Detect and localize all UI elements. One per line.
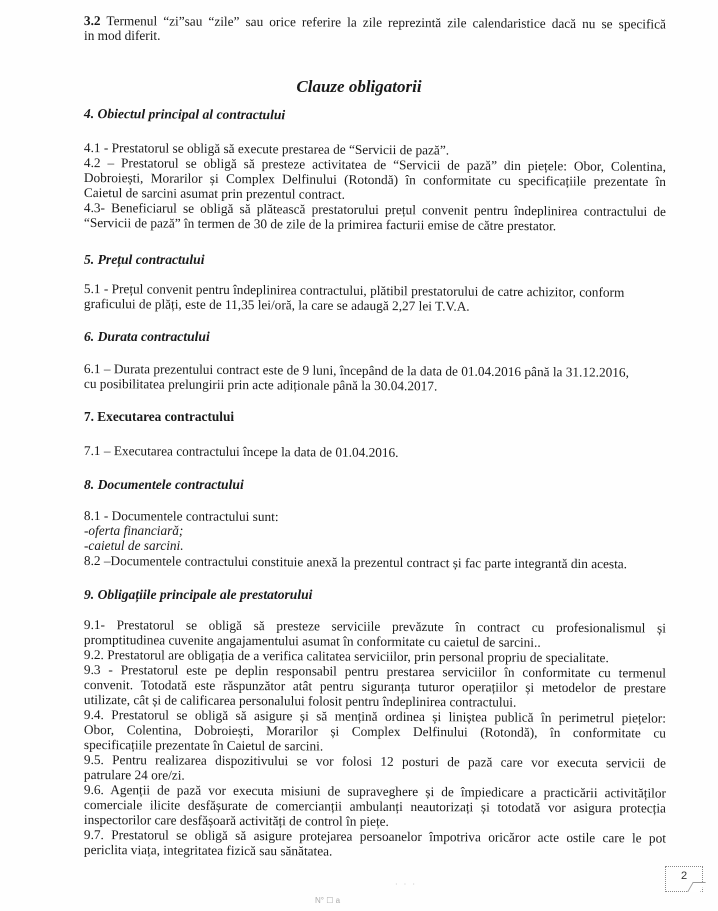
main-title: Clauze obligatorii [296,77,422,96]
clause-9-6-line-3: inspectorilor care desfășoară activități de control în piețe. [83,812,389,829]
clause-4-2-line-3: Caietul de sarcini asumat prin prezentul contract. [83,185,346,202]
clause-4-2-line-2: Dobroiești, Morarilor și Complex Delfinului (Rotondă) în conformitate cu specificațiile prezentate în [83,170,666,190]
page-number-box [665,866,703,892]
clause-9-2: 9.2. Prestatorul are obligația de a verifica calitatea serviciilor, prin personal propriu de specialitate. [83,647,609,666]
clause-9-4-line-1: 9.4. Prestatorul se obligă să asigure și să mențină ordinea și liniștea publică în perimetrul piețelor: [83,707,666,726]
clause-4-3-line-2: “Servicii de pază” în termen de 30 de zile de la primirea facturii emise de către prestator. [83,215,557,234]
section-9-heading: 9. Obligațiile principale ale prestatorului [84,587,313,602]
clause-9-4-line-3: specificațiile prezentate în Caietul de sarcini. [83,737,324,754]
clause-5-1-line-1: 5.1 - Prețul convenit pentru îndeplinirea contractului, plătibil prestatorului de catre achizitor, conform [83,281,625,300]
clause-7-1: 7.1 – Executarea contractului începe la data de 01.04.2016. [83,443,399,460]
page-number: 2 [680,870,688,882]
clause-3-2-line-1 [84,13,666,32]
clause-5-1-line-2: graficului de plăți, este de 11,35 lei/oră, la care se adaugă 2,27 lei T.V.A. [83,296,470,314]
stamp-marks: · · · [395,880,417,889]
clause-9-5-line-1: 9.5. Pentru realizarea dispozitivului se vor folosi 12 posturi de pază care vor executa servicii de [83,752,666,771]
clause-9-1-line-2: promptitudinea cuvenite angajamentului asumat în conformitate cu caietul de sarcini.. [83,632,541,650]
clause-8-1: 8.1 - Documentele contractului sunt: [83,508,279,525]
clause-9-7-line-1: 9.7. Prestatorul se obligă să asigure protejarea persoanelor împotriva oricăror acte ostile care le pot [83,827,666,846]
stamp-text: N° ☐ a [315,896,341,905]
clause-3-2-text: Termenul “zi”sau “zile” sau orice referire la zile reprezintă zile calendaristice dacă nu se specifică [100,13,666,32]
clause-4-3-line-1: 4.3- Beneficiarul se obligă să plătească prestatorului prețul convenit pentru îndeplinirea contractului de [83,200,666,220]
clause-4-1: 4.1 - Prestatorul se obligă să execute prestarea de “Servicii de pază”. [83,140,450,158]
clause-9-1-line-1: 9.1- Prestatorul se obligă să presteze serviciile prevăzute în contract cu profesionalismul și [83,617,666,636]
clause-9-4-line-2: Obor, Colentina, Dobroiești, Morarilor și Complex Delfinului (Rotondă), în conformitate cu [83,722,666,741]
section-6-heading: 6. Durata contractului [84,329,210,344]
clause-9-7-line-2: periclita viața, integritatea fizică sau sănătatea. [83,842,333,859]
clause-9-6-line-2: comerciale ilicite desfășurate de comercianții ambulanți neautorizați și totodată vor asigura protecția [83,797,666,816]
section-5-heading: 5. Prețul contractului [84,252,205,267]
clause-9-3-line-3: utilizate, cât și de calificarea personalului folosit pentru îndeplinirea contractului. [83,692,517,710]
clause-6-1-line-2: cu posibilitatea prelungirii prin acte adiționale până la 30.04.2017. [83,376,438,394]
clause-9-5-line-2: patrulare 24 ore/zi. [83,767,185,783]
clause-3-2-number: 3.2 [83,13,101,29]
section-7-heading: 7. Executarea contractului [84,409,235,424]
clause-6-1-line-1: 6.1 – Durata prezentului contract este de 9 luni, începând de la data de 01.04.2016 până la 31.12.2016, [83,361,629,380]
clause-9-3-line-2: convenit. Totodată este răspunzător atât pentru siguranța tuturor operațiilor și metodelor de prestare [83,677,666,696]
document-item-financial-offer: -oferta financiară; [84,523,184,538]
section-4-heading: 4. Obiectul principal al contractului [83,106,286,123]
document-item-specifications: -caietul de sarcini. [84,538,184,553]
page-fold-icon [687,882,706,892]
clause-9-6-line-1: 9.6. Agenții de pază vor executa misiuni de supraveghere și de împiedicare a practicării activităților [83,782,666,801]
clause-3-2-line-2: in mod diferit. [84,28,161,43]
clause-8-2: 8.2 –Documentele contractului constituie anexă la prezentul contract și fac parte integrantă din acesta. [83,553,628,572]
section-8-heading: 8. Documentele contractului [84,477,244,492]
clause-4-2-line-1: 4.2 – Prestatorul se obligă să presteze activitatea de “Servicii de pază” din piețele: Obor, Colentina, [83,155,666,175]
clause-9-3-line-1: 9.3 - Prestatorul este pe deplin responsabil pentru prestarea serviciilor în conformitate cu termenul [83,662,666,681]
